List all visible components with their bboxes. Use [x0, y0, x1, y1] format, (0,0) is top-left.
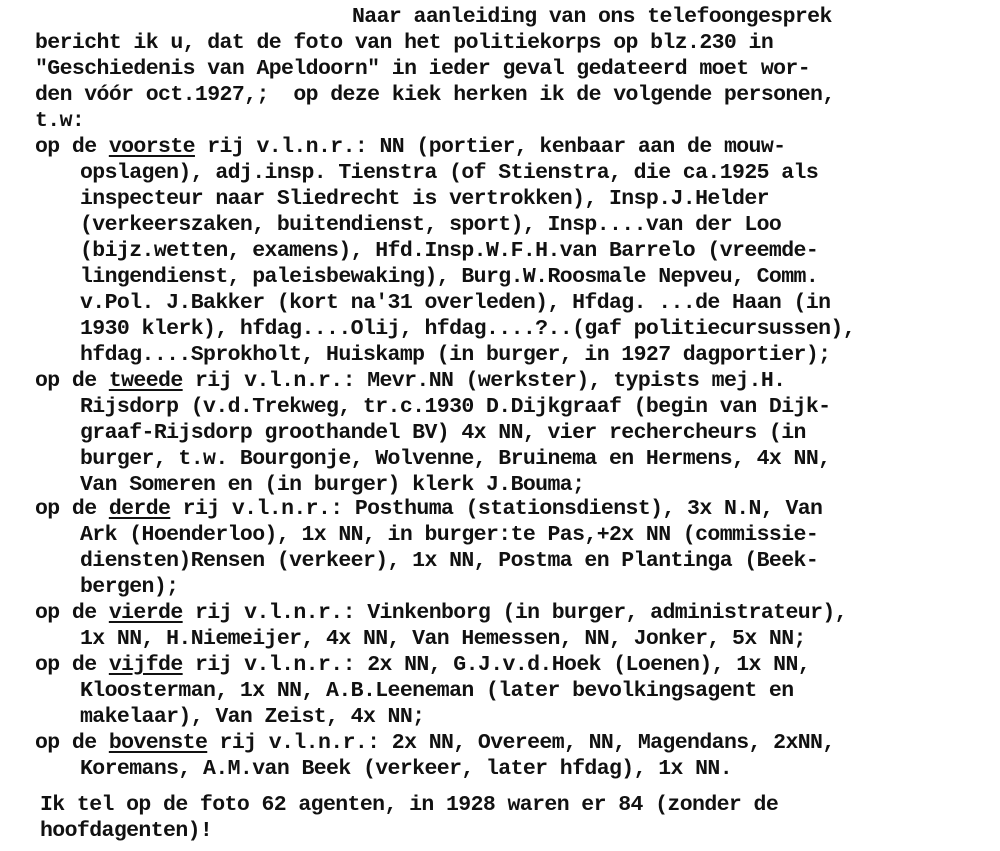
row-prefix: op de [35, 497, 109, 521]
row-voorste-line-9: hfdag....Sprokholt, Huiskamp (in burger, in 1927 dagportier); [80, 343, 831, 367]
row-voorste-line-7: v.Pol. J.Bakker (kort na'31 overleden), Hfdag. ...de Haan (in [80, 291, 831, 315]
intro-line-4: den vóór oct.1927,; op deze kiek herken ik de volgende personen, [35, 83, 835, 107]
row-ordinal-vierde: vierde [108, 601, 183, 625]
row-voorste-line-2: opslagen), adj.insp. Tienstra (of Stienstra, die ca.1925 als [80, 161, 819, 185]
row-tweede-first-line [35, 368, 785, 394]
row-tweede-line-3: graaf-Rijsdorp groothandel BV) 4x NN, vier rechercheurs (in [80, 421, 806, 445]
intro-line-5: t.w: [35, 109, 85, 133]
row-prefix: op de [35, 601, 109, 625]
row-first-text: rij v.l.n.r.: Vinkenborg (in burger, administrateur), [182, 601, 847, 625]
row-ordinal-bovenste: bovenste [108, 731, 208, 755]
row-vijfde-line-3: makelaar), Van Zeist, 4x NN; [80, 705, 425, 729]
row-prefix: op de [35, 653, 109, 677]
row-first-text: rij v.l.n.r.: Posthuma (stationsdienst), 3x N.N, Van [170, 497, 823, 521]
row-voorste-line-8: 1930 klerk), hfdag....Olij, hfdag....?..(gaf politiecursussen), [80, 317, 856, 341]
row-first-text: rij v.l.n.r.: Mevr.NN (werkster), typists mej.H. [182, 369, 786, 393]
row-first-text: rij v.l.n.r.: NN (portier, kenbaar aan de mouw- [194, 135, 786, 159]
row-first-text: rij v.l.n.r.: 2x NN, Overeem, NN, Magendans, 2xNN, [207, 731, 835, 755]
row-bovenste-first-line [35, 730, 835, 756]
closing-line-2: hoofdagenten)! [40, 819, 213, 843]
closing-line-1: Ik tel op de foto 62 agenten, in 1928 waren er 84 (zonder de [40, 793, 779, 817]
row-tweede-line-2: Rijsdorp (v.d.Trekweg, tr.c.1930 D.Dijkgraaf (begin van Dijk- [80, 395, 831, 419]
row-ordinal-vijfde: vijfde [108, 653, 183, 677]
row-vijfde-first-line [35, 652, 810, 678]
row-voorste-line-4: (verkeerszaken, buitendienst, sport), Insp....van der Loo [80, 213, 782, 237]
row-tweede-line-4: burger, t.w. Bourgonje, Wolvenne, Bruinema en Hermens, 4x NN, [80, 447, 831, 471]
row-vijfde-line-2: Kloosterman, 1x NN, A.B.Leeneman (later bevolkingsagent en [80, 679, 794, 703]
intro-line-1: Naar aanleiding van ons telefoongesprek [352, 5, 832, 29]
row-derde-line-3: diensten)Rensen (verkeer), 1x NN, Postma en Plantinga (Beek- [80, 549, 819, 573]
row-bovenste-line-2: Koremans, A.M.van Beek (verkeer, later hfdag), 1x NN. [80, 757, 733, 781]
row-derde-line-2: Ark (Hoenderloo), 1x NN, in burger:te Pas,+2x NN (commissie- [80, 523, 819, 547]
row-derde-line-4: bergen); [80, 575, 179, 599]
row-voorste-line-3: inspecteur naar Sliedrecht is vertrokken), Insp.J.Helder [80, 187, 769, 211]
intro-line-2: bericht ik u, dat de foto van het politiekorps op blz.230 in [35, 31, 774, 55]
row-vierde-line-2: 1x NN, H.Niemeijer, 4x NN, Van Hemessen, NN, Jonker, 5x NN; [80, 627, 806, 651]
row-prefix: op de [35, 369, 109, 393]
row-tweede-line-5: Van Someren en (in burger) klerk J.Bouma; [80, 473, 585, 497]
row-first-text: rij v.l.n.r.: 2x NN, G.J.v.d.Hoek (Loenen), 1x NN, [182, 653, 811, 677]
row-voorste-line-6: lingendienst, paleisbewaking), Burg.W.Roosmale Nepveu, Comm. [80, 265, 819, 289]
row-vierde-first-line [35, 600, 847, 626]
row-voorste-first-line [35, 134, 785, 160]
row-prefix: op de [35, 135, 109, 159]
intro-line-3: "Geschiedenis van Apeldoorn" in ieder geval gedateerd moet wor- [35, 57, 811, 81]
row-voorste-line-5: (bijz.wetten, examens), Hfd.Insp.W.F.H.van Barrelo (vreemde- [80, 239, 819, 263]
row-ordinal-derde: derde [108, 497, 171, 521]
row-ordinal-tweede: tweede [108, 369, 183, 393]
row-prefix: op de [35, 731, 109, 755]
row-derde-first-line [35, 496, 822, 522]
row-ordinal-voorste: voorste [108, 135, 195, 159]
